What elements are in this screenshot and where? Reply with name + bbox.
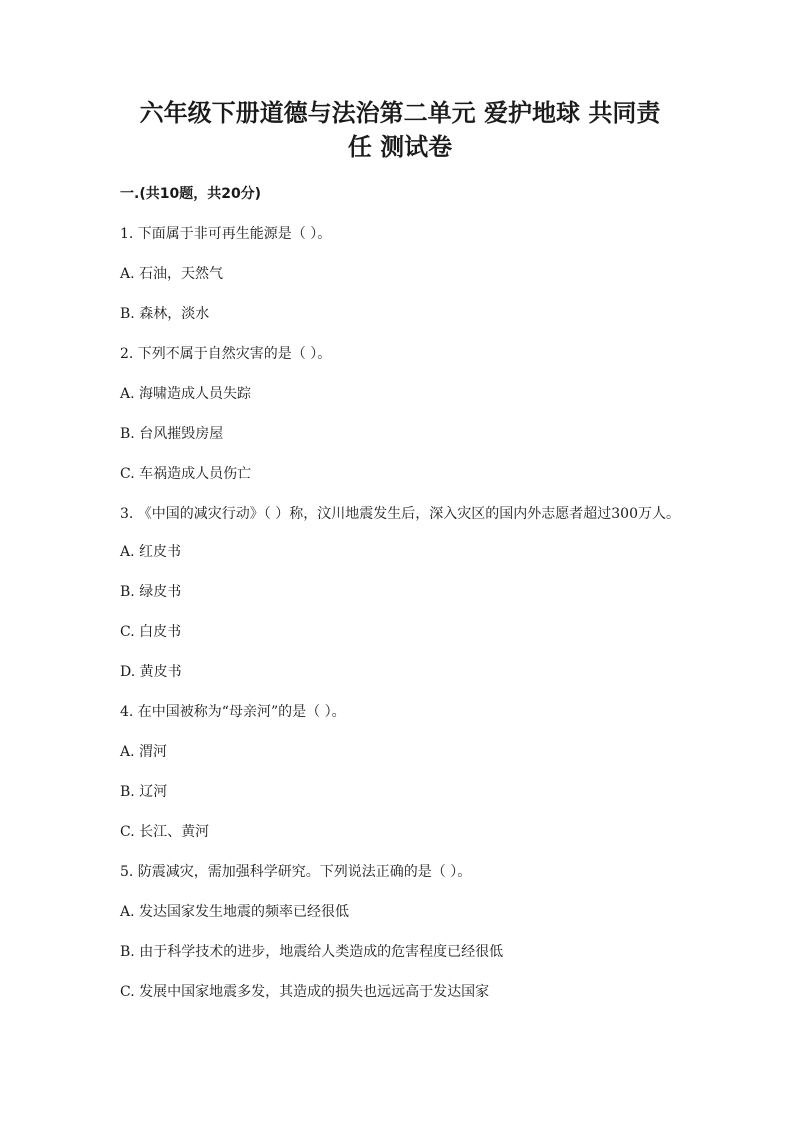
- option-c: C. 车祸造成人员伤亡: [120, 466, 252, 482]
- option-a: A. 海啸造成人员失踪: [120, 386, 252, 402]
- option-b: B. 由于科学技术的进步，地震给人类造成的危害程度已经很低: [120, 944, 504, 960]
- option-d: D. 黄皮书: [120, 664, 182, 680]
- option-a: A. 渭河: [120, 744, 168, 760]
- option-b: B. 辽河: [120, 784, 168, 800]
- question-stem: 3. 《中国的减灾行动》（ ）称，汶川地震发生后，深入灾区的国内外志愿者超过300万人。: [120, 506, 680, 522]
- option-a: A. 发达国家发生地震的频率已经很低: [120, 904, 350, 920]
- option-b: B. 绿皮书: [120, 584, 182, 600]
- question-stem: 5. 防震减灾，需加强科学研究。下列说法正确的是（ ）。: [120, 864, 472, 880]
- document-title: [120, 96, 680, 164]
- question-3: [120, 504, 680, 682]
- question-stem: 1. 下面属于非可再生能源是（ ）。: [120, 226, 332, 242]
- section-heading: 一.(共10题，共20分): [120, 186, 262, 202]
- option-b: B. 森林，淡水: [120, 306, 210, 322]
- option-c: C. 长江、黄河: [120, 824, 210, 840]
- option-a: A. 石油，天然气: [120, 266, 224, 282]
- option-c: C. 发展中国家地震多发，其造成的损失也远远高于发达国家: [120, 984, 490, 1000]
- question-2: [120, 344, 680, 484]
- question-5: [120, 862, 680, 1002]
- question-4: [120, 702, 680, 842]
- title-line-2: 任 测试卷: [347, 133, 453, 161]
- title-line-1: 六年级下册道德与法治第二单元 爱护地球 共同责: [139, 99, 661, 127]
- question-stem: 4. 在中国被称为“母亲河”的是（ ）。: [120, 704, 346, 720]
- option-b: B. 台风摧毁房屋: [120, 426, 224, 442]
- option-c: C. 白皮书: [120, 624, 182, 640]
- question-1: [120, 224, 680, 324]
- option-a: A. 红皮书: [120, 544, 182, 560]
- question-stem: 2. 下列不属于自然灾害的是（ ）。: [120, 346, 332, 362]
